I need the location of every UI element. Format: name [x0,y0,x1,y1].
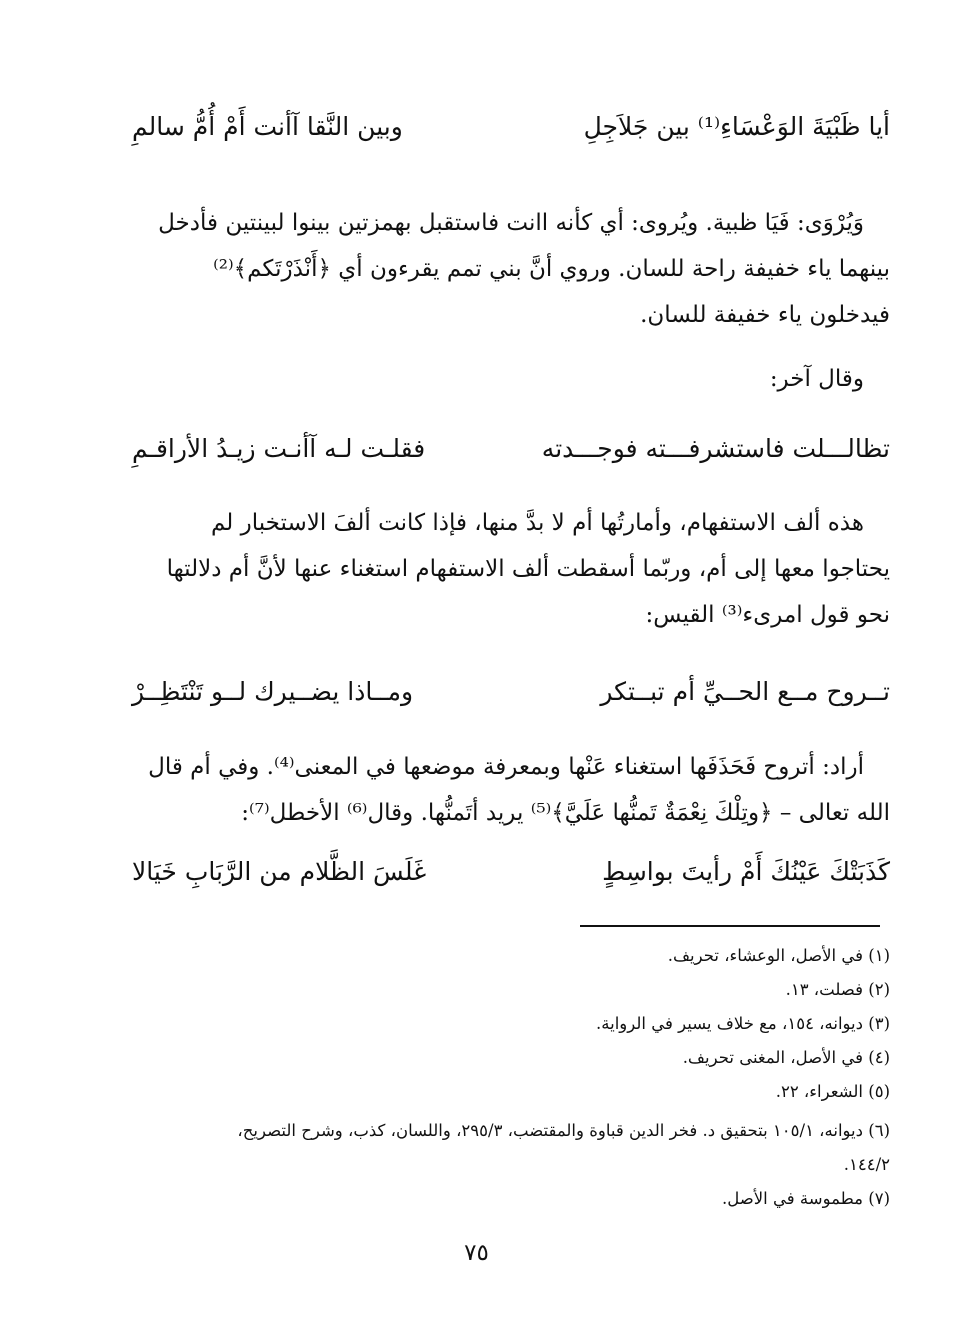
paragraph-1-line-2: بينهما ياء خفيفة راحة للسان. وروي أنَّ بني تمم يقرءون أي ﴿أَنْذَرْتَكم﴾⁽²⁾ [213,256,890,282]
footnote-1: (١) في الأصل، الوعشاء، تحريف. [667,946,890,965]
footnote-5: (٥) الشعراء، ٢٢. [775,1082,890,1101]
paragraph-1-line-1: وَيُرْوَى: فَيَا ظبية. ويُروى: أي كأنه اانت فاستقبل بهمزتين بينوا لبينتين فأدخل [158,210,864,236]
verse-3-first-hemistich: تــروح مــع الحــيِّ أم تبــتكر [600,677,890,706]
verse-2-first-hemistich: تظالـــلت فاستشرفـــته فوجـــدته [541,434,890,463]
paragraph-4 [132,744,890,836]
verse-4 [132,857,890,887]
verse-4-first-hemistich: كَذَبَتْكَ عَيْنُكَ أَمْ رأيتَ بواسِطٍ [602,857,890,886]
footnote-3: (٣) ديوانه، ١٥٤، مع خلاف يسير في الرواية. [596,1014,890,1033]
paragraph-2: وقال آخر: [769,366,864,392]
footnote-2: (٢) فصلت، ١٣. [785,980,890,999]
paragraph-3 [132,500,890,638]
paragraph-4-line-2: الله تعالى – ﴿وتِلْكَ نِعْمَةٌ تَمنُّها عَلَيَّ﴾⁽⁵⁾ يريد أتَمنُّها. وقال⁽⁶⁾ الأخطل⁽⁷⁾: [241,800,890,826]
footnote-7: (٧) مطموسة في الأصل. [722,1189,890,1208]
footnote-6-continuation: ١٤٤/٢. [843,1155,890,1174]
page-number: ٧٥ [464,1240,489,1266]
footnote-4: (٤) في الأصل، المغنى تحريف. [682,1048,890,1067]
verse-3 [132,677,890,707]
paragraph-1-line-3: فيدخلون ياء خفيفة للسان. [640,302,890,328]
footnote-separator [580,925,880,927]
footnote-6: (٦) ديوانه، ١٠٥/١ بتحقيق د. فخر الدين قباوة والمقتضب، ٢٩٥/٣، واللسان، كذب، وشرح التصريح، [237,1121,890,1140]
verse-1 [132,112,890,142]
verse-3-second-hemistich: ومــاذا يضــيرك لــو تَنْتَظِــرْ [132,677,414,706]
verse-1-first-hemistich: أيا ظَبْيَةَ الوَعْسَاءِ⁽¹⁾ بين جَلاَجِلِ [583,112,890,141]
verse-4-second-hemistich: غَلَسَ الظَّلام من الرَّبَابِ خَيَالا [132,857,427,886]
verse-1-second-hemistich: وبين النَّقا آأنت أَمْ أُمُّ سالمِ [132,112,403,141]
paragraph-3-line-3: نحو قول امرىء⁽³⁾ القيس: [645,602,890,628]
paragraph-3-line-1: هذه ألف الاستفهام، وأمارتُها أم لا بدَّ منها، فإذا كانت ألفَ الاستخبار لم [211,510,864,536]
paragraph-1 [132,200,890,338]
verse-2 [132,434,890,464]
verse-2-second-hemistich: فقلـت لـه آأنـت زيـدُ الأراقـمِ [132,434,426,463]
paragraph-4-line-1: أراد: أتروح فَحَذَفَها استغناء عَنْها وبمعرفة موضعها في المعنى⁽⁴⁾. وفي أم قال [148,754,864,780]
paragraph-3-line-2: يحتاجوا معها إلى أم، وربّما أسقطت ألف الاستفهام استغناء عنها لأنَّ أم دلالتها [166,556,890,582]
